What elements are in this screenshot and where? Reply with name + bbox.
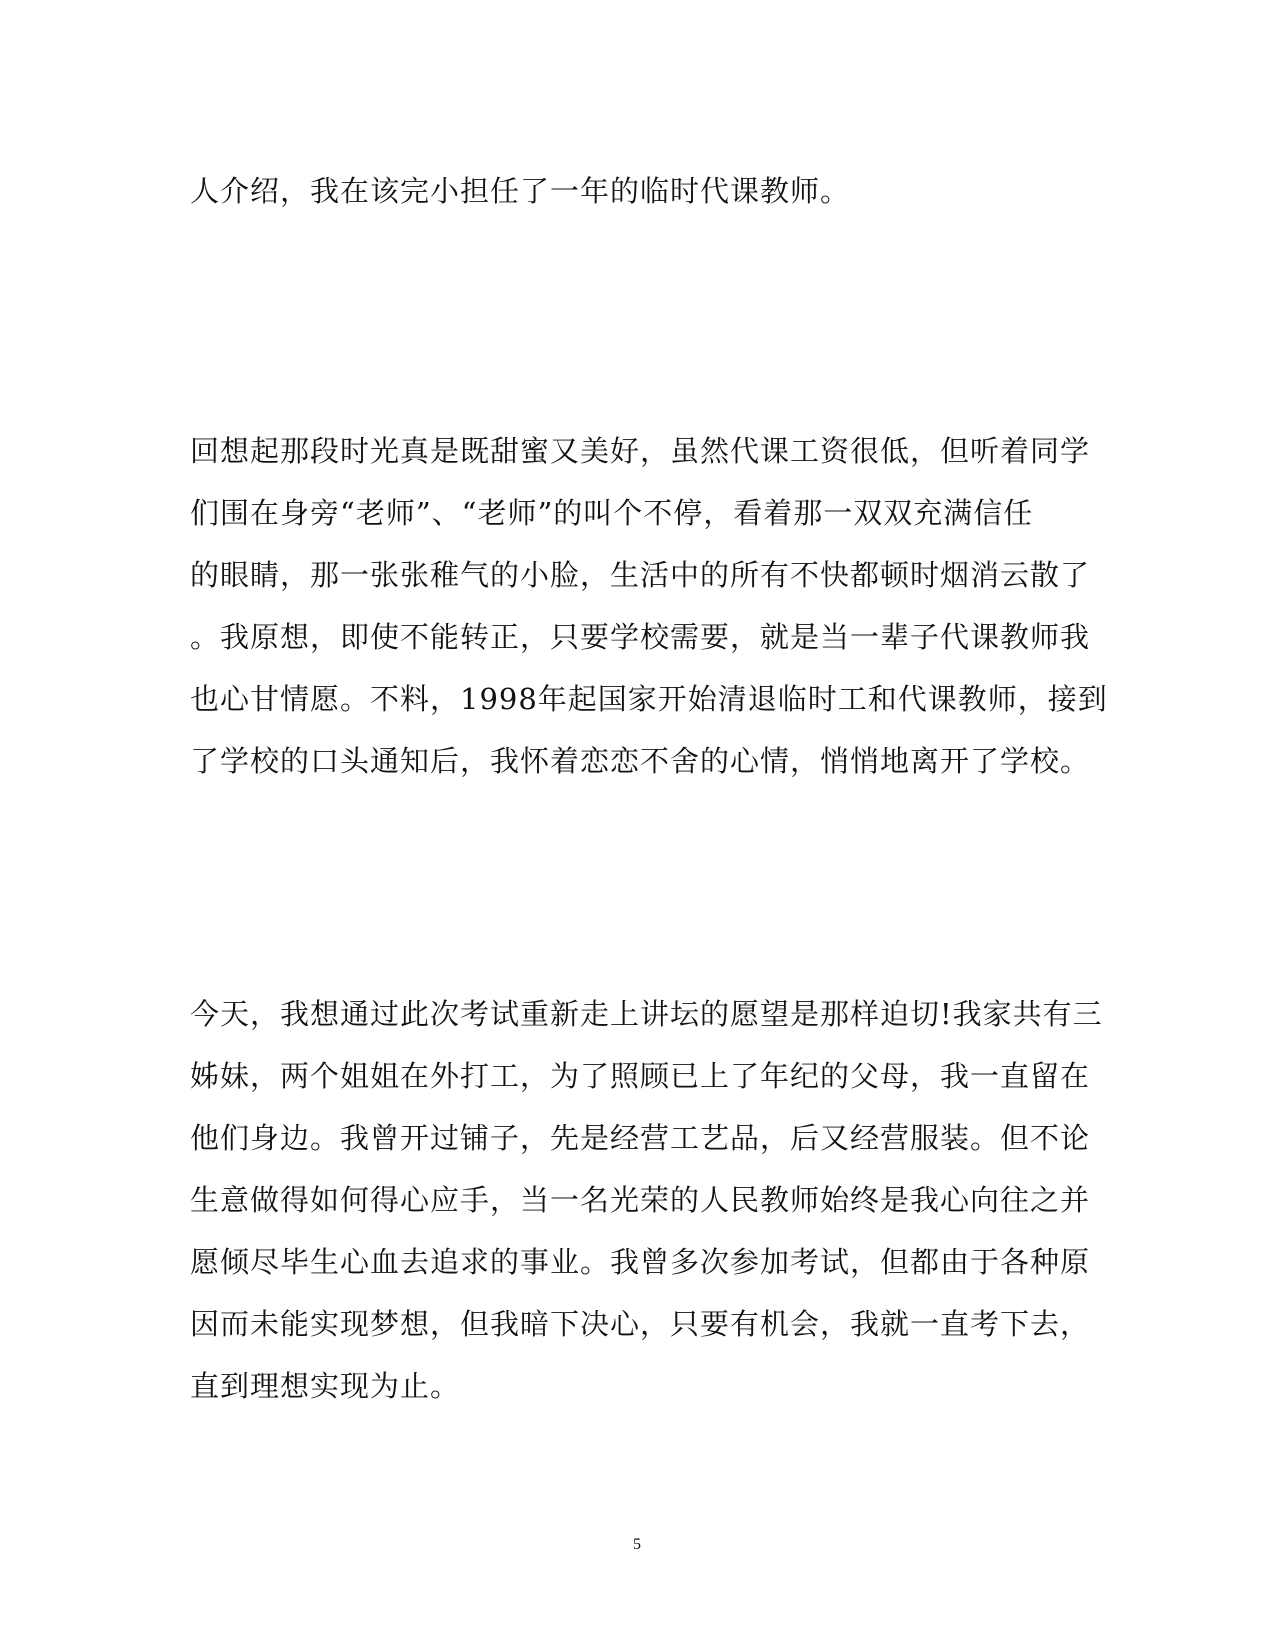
paragraph xyxy=(190,420,1108,792)
text-line: 姊妹，两个姐姐在外打工，为了照顾已上了年纪的父母，我一直留在 xyxy=(190,1059,1091,1093)
text-line: 愿倾尽毕生心血去追求的事业。我曾多次参加考试，但都由于各种原 xyxy=(190,1245,1091,1279)
text-line: 生意做得如何得心应手，当一名光荣的人民教师始终是我心向往之并 xyxy=(190,1183,1091,1217)
paragraph xyxy=(190,160,1090,222)
text-line: 了学校的口头通知后，我怀着恋恋不舍的心情，悄悄地离开了学校。 xyxy=(190,744,1091,778)
text-line: 们围在身旁“老师”、“老师”的叫个不停，看着那一双双充满信任 xyxy=(190,496,1034,530)
text-line: 因而未能实现梦想，但我暗下决心，只要有机会，我就一直考下去， xyxy=(190,1307,1091,1341)
text-line: 他们身边。我曾开过铺子，先是经营工艺品，后又经营服装。但不论 xyxy=(190,1121,1091,1155)
text-line: 回想起那段时光真是既甜蜜又美好，虽然代课工资很低，但听着同学 xyxy=(190,434,1091,468)
page-number: 5 xyxy=(633,1536,641,1553)
text-line: 人介绍，我在该完小担任了一年的临时代课教师。 xyxy=(190,174,851,208)
paragraph xyxy=(190,983,1103,1417)
text-line: 今天，我想通过此次考试重新走上讲坛的愿望是那样迫切!我家共有三 xyxy=(190,997,1103,1031)
text-line: 的眼睛，那一张张稚气的小脸，生活中的所有不快都顿时烟消云散了 xyxy=(190,558,1091,592)
text-line: 直到理想实现为止。 xyxy=(190,1369,461,1403)
text-line: 。我原想，即使不能转正，只要学校需要，就是当一辈子代课教师我 xyxy=(190,620,1091,654)
text-line: 也心甘情愿。不料，1998年起国家开始清退临时工和代课教师，接到 xyxy=(190,682,1108,716)
